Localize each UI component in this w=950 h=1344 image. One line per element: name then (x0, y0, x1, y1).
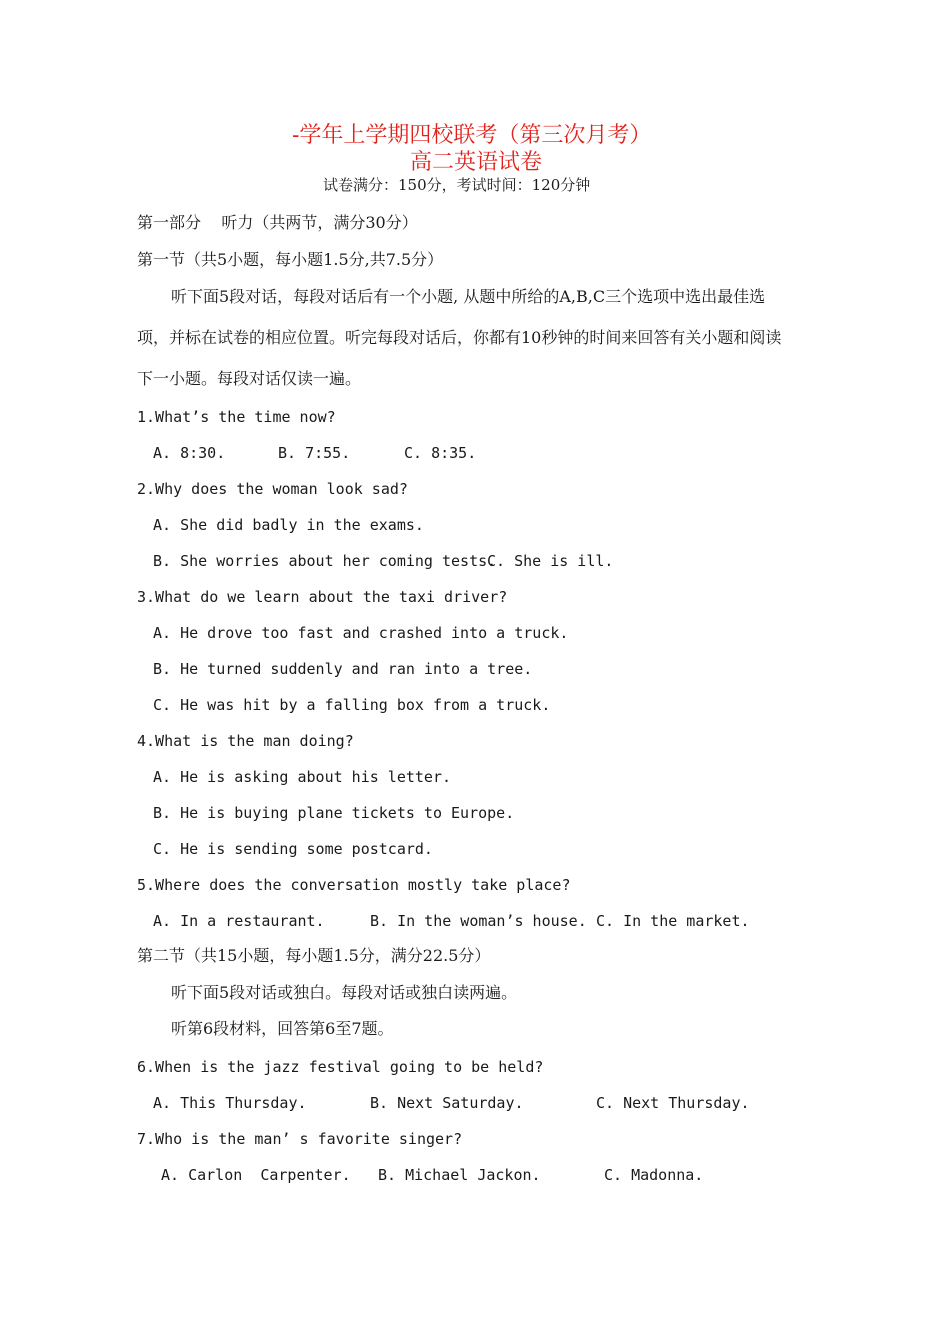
question-3-option-b: B. He turned suddenly and ran into a tree. (153, 660, 533, 678)
question-1: 1.What’s the time now? (137, 408, 336, 426)
question-7-option-a: A. Carlon Carpenter. (161, 1166, 351, 1184)
question-7-option-c: C. Madonna. (604, 1166, 704, 1184)
question-5-option-b: B. In the woman’s house. (370, 912, 587, 930)
question-2: 2.Why does the woman look sad? (137, 480, 408, 498)
question-6: 6.When is the jazz festival going to be held? (137, 1058, 544, 1076)
question-1-option-c: C. 8:35. (404, 444, 477, 462)
question-7-option-b: B. Michael Jackon. (378, 1166, 541, 1184)
section2-instruction-1: 听下面5段对话或独白。每段对话或独白读两遍。 (171, 983, 518, 1002)
question-3-option-c: C. He was hit by a falling box from a truck. (153, 696, 551, 714)
section1-instruction-line3: 下一小题。每段对话仅读一遍。 (137, 369, 362, 388)
question-5-option-a: A. In a restaurant. (153, 912, 325, 930)
question-4-option-b: B. He is buying plane tickets to Europe. (153, 804, 515, 822)
section1-instruction-line2: 项，并标在试卷的相应位置。听完每段对话后，你都有10秒钟的时间来回答有关小题和阅读 (137, 328, 782, 347)
exam-subtitle: 高二英语试卷 (410, 150, 543, 175)
exam-title: -学年上学期四校联考（第三次月考） (292, 123, 652, 148)
section2-instruction-2: 听第6段材料，回答第6至7题。 (171, 1019, 394, 1038)
question-1-option-a: A. 8:30. (153, 444, 226, 462)
question-6-option-b: B. Next Saturday. (370, 1094, 524, 1112)
question-1-option-b: B. 7:55. (278, 444, 351, 462)
question-2-option-a: A. She did badly in the exams. (153, 516, 424, 534)
question-3-option-a: A. He drove too fast and crashed into a truck. (153, 624, 569, 642)
part1-heading: 第一部分 听力（共两节，满分30分） (137, 213, 418, 232)
question-6-option-c: C. Next Thursday. (596, 1094, 750, 1112)
question-5: 5.Where does the conversation mostly take place? (137, 876, 571, 894)
question-4-option-c: C. He is sending some postcard. (153, 840, 433, 858)
question-7: 7.Who is the man’ s favorite singer? (137, 1130, 463, 1148)
question-5-option-c: C. In the market. (596, 912, 750, 930)
question-2-option-c: C. She is ill. (487, 552, 614, 570)
question-3: 3.What do we learn about the taxi driver? (137, 588, 508, 606)
question-4-option-a: A. He is asking about his letter. (153, 768, 452, 786)
section1-heading: 第一节（共5小题，每小题1.5分,共7.5分） (137, 250, 444, 269)
question-6-option-a: A. This Thursday. (153, 1094, 307, 1112)
section2-heading: 第二节（共15小题，每小题1.5分，满分22.5分） (137, 946, 491, 965)
question-4: 4.What is the man doing? (137, 732, 354, 750)
section1-instruction-line1: 听下面5段对话，每段对话后有一个小题, 从题中所给的A,B,C三个选项中选出最佳选 (171, 287, 766, 306)
question-2-option-b: B. She worries about her coming tests. (153, 552, 497, 570)
exam-info: 试卷满分：150分，考试时间：120分钟 (323, 176, 591, 194)
